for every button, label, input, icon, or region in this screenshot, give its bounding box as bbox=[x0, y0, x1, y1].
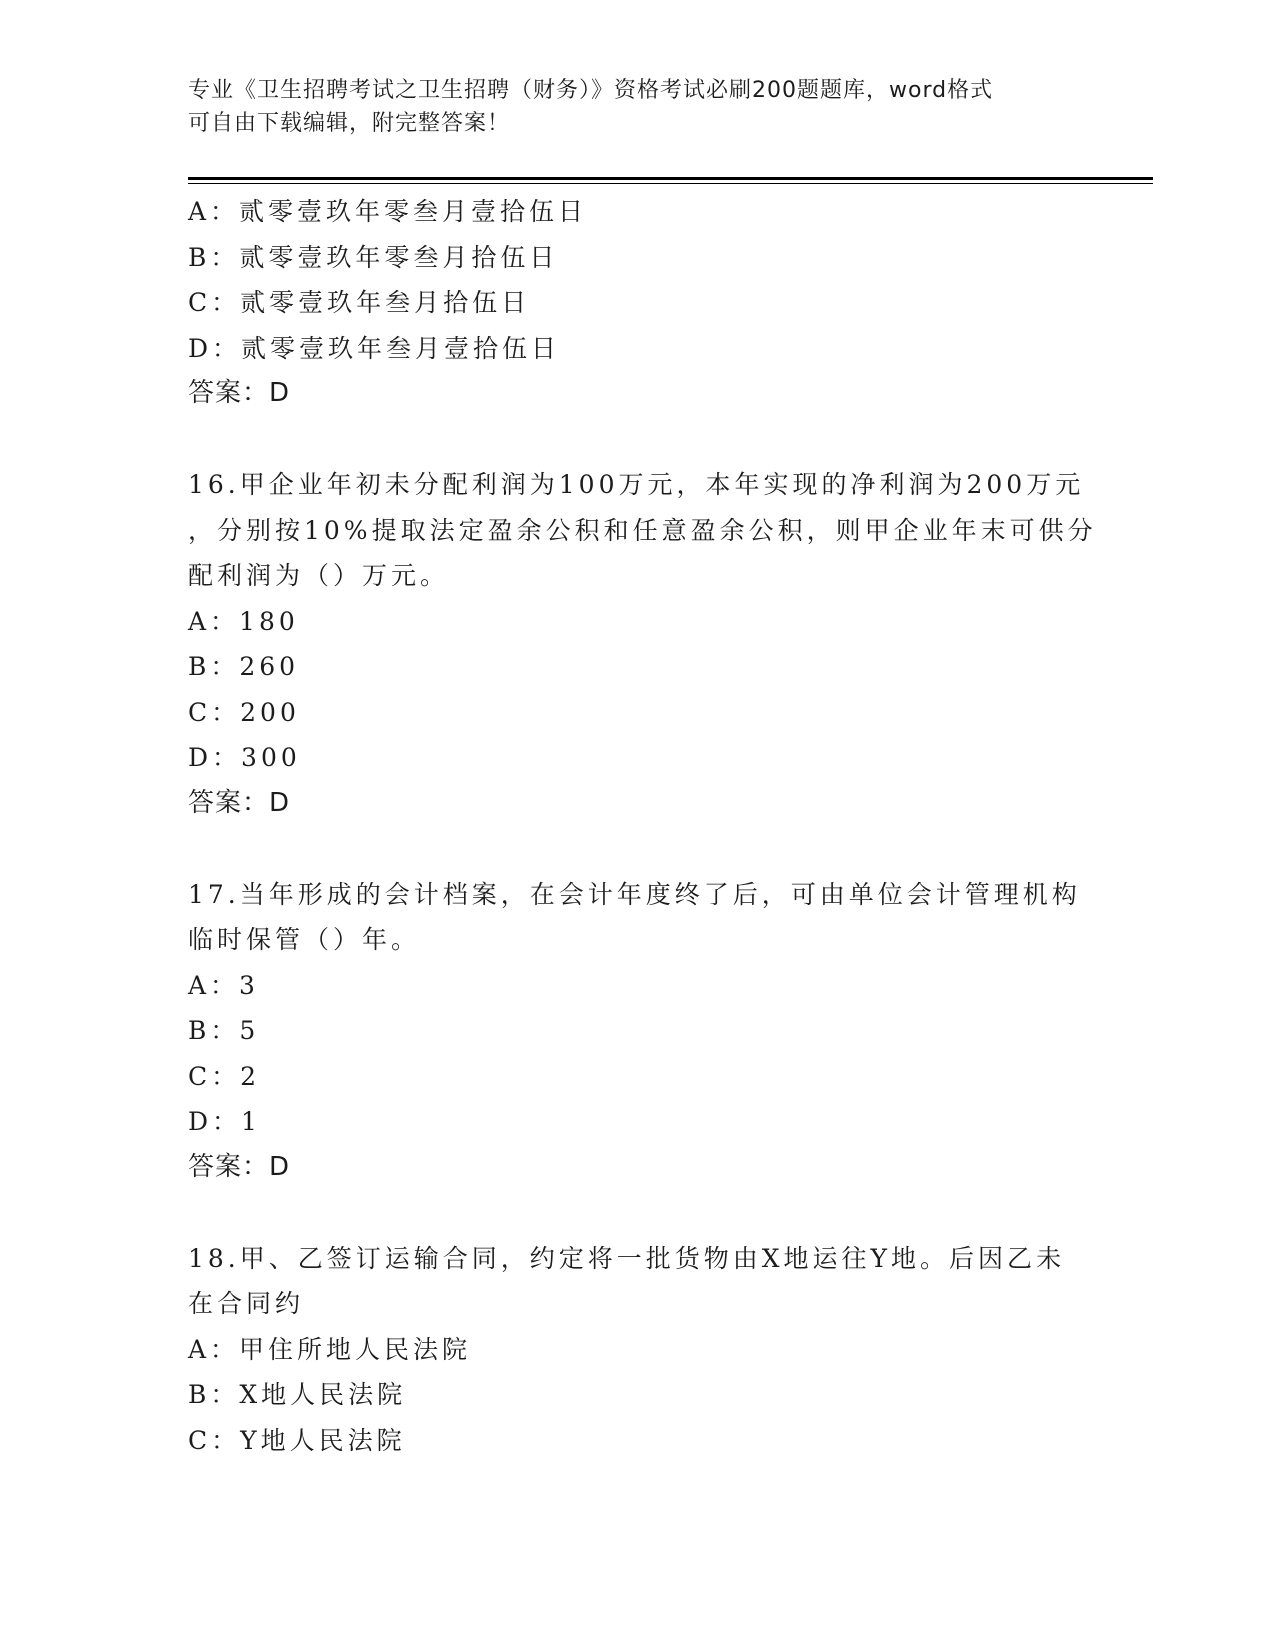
option-c: C：2 bbox=[188, 1061, 261, 1091]
question-stem-line: 18.甲、乙签订运输合同，约定将一批货物由X地运往Y地。后因乙未 bbox=[188, 1243, 1066, 1273]
option-a: A：甲住所地人民法院 bbox=[188, 1334, 472, 1364]
question-stem-line: 16.甲企业年初未分配利润为100万元，本年实现的净利润为200万元 bbox=[188, 470, 1085, 499]
answer: 答案：D bbox=[188, 787, 291, 818]
option-d: D：1 bbox=[188, 1107, 261, 1136]
option-d: D：300 bbox=[188, 743, 301, 772]
question-17 bbox=[188, 872, 1088, 1191]
question-stem-line: ，分别按10%提取法定盈余公积和任意盈余公积，则甲企业年末可供分 bbox=[188, 515, 1097, 545]
question-stem-line: 配利润为（）万元。 bbox=[188, 561, 450, 590]
option-c: C：200 bbox=[188, 697, 300, 727]
option-b: B：5 bbox=[188, 1016, 260, 1045]
option-a: A：3 bbox=[188, 970, 259, 1000]
question-stem-line: 17.当年形成的会计档案，在会计年度终了后，可由单位会计管理机构 bbox=[188, 879, 1081, 909]
answer: 答案：D bbox=[188, 1151, 291, 1182]
option-d: D：贰零壹玖年叁月壹拾伍日 bbox=[188, 333, 561, 363]
spacer bbox=[188, 417, 1088, 463]
option-a: A：180 bbox=[188, 606, 299, 636]
question-18 bbox=[188, 1236, 1088, 1464]
spacer bbox=[188, 826, 1088, 872]
question-stem-line: 在合同约 bbox=[188, 1289, 305, 1318]
option-c: C：Y地人民法院 bbox=[188, 1425, 406, 1455]
option-c: C：贰零壹玖年叁月拾伍日 bbox=[188, 288, 531, 317]
option-b: B：260 bbox=[188, 652, 300, 681]
document-header bbox=[188, 74, 1088, 140]
question-list bbox=[188, 189, 1097, 1463]
option-a: A：贰零壹玖年零叁月壹拾伍日 bbox=[188, 197, 588, 226]
header-divider-thin bbox=[188, 183, 1153, 184]
header-line-2: 可自由下载编辑，附完整答案！ bbox=[188, 111, 511, 136]
option-b: B：贰零壹玖年零叁月拾伍日 bbox=[188, 242, 559, 272]
answer: 答案：D bbox=[188, 378, 291, 408]
question-stem-line: 临时保管（）年。 bbox=[188, 925, 421, 954]
header-divider-thick bbox=[188, 177, 1153, 180]
option-b: B：X地人民法院 bbox=[188, 1380, 407, 1409]
question-16 bbox=[188, 462, 1097, 826]
header-line-1: 专业《卫生招聘考试之卫生招聘（财务）》资格考试必刷200题题库，word格式 bbox=[188, 78, 994, 103]
spacer bbox=[188, 1190, 1088, 1236]
question-15 bbox=[188, 189, 1088, 417]
